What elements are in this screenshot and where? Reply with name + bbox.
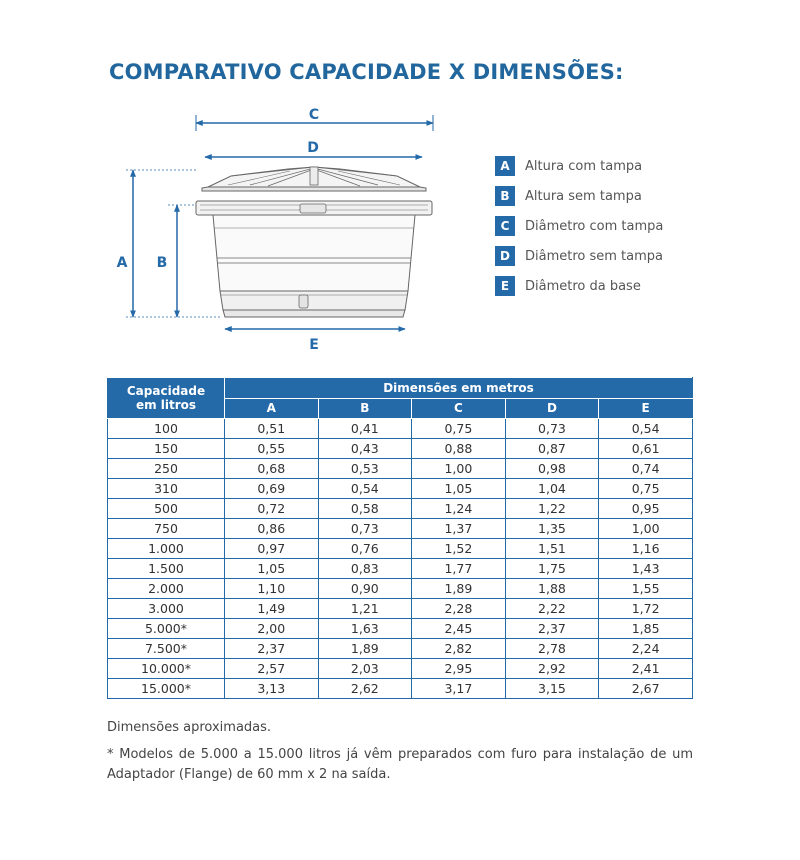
table-row — [108, 639, 693, 659]
capacity-cell: 3.000 — [108, 599, 225, 619]
dimension-cell-a: 0,72 — [225, 499, 319, 519]
legend-item-b — [495, 186, 663, 206]
dimension-cell-d: 2,92 — [505, 659, 599, 679]
dimension-cell-c: 3,17 — [412, 679, 506, 699]
dimension-cell-e: 0,61 — [599, 439, 693, 459]
capacity-cell: 100 — [108, 419, 225, 439]
dimension-cell-d: 2,37 — [505, 619, 599, 639]
legend-item-d — [495, 246, 663, 266]
dimension-cell-d: 1,04 — [505, 479, 599, 499]
dimension-cell-e: 1,72 — [599, 599, 693, 619]
dimension-cell-e: 1,55 — [599, 579, 693, 599]
dimension-cell-b: 0,73 — [318, 519, 412, 539]
dimension-cell-d: 0,73 — [505, 419, 599, 439]
dimension-cell-b: 0,54 — [318, 479, 412, 499]
dimension-cell-c: 1,77 — [412, 559, 506, 579]
column-header-c: C — [412, 398, 506, 419]
legend-text-e: Diâmetro da base — [525, 278, 641, 294]
dimension-cell-b: 2,62 — [318, 679, 412, 699]
table-row — [108, 579, 693, 599]
table-row — [108, 679, 693, 699]
dimension-cell-d: 2,78 — [505, 639, 599, 659]
dimension-cell-a: 0,86 — [225, 519, 319, 539]
table-row — [108, 539, 693, 559]
dimension-cell-b: 0,53 — [318, 459, 412, 479]
capacity-cell: 10.000* — [108, 659, 225, 679]
dimension-cell-e: 1,85 — [599, 619, 693, 639]
capacity-cell: 15.000* — [108, 679, 225, 699]
column-header-a: A — [225, 398, 319, 419]
dimension-cell-e: 2,67 — [599, 679, 693, 699]
dimension-e-label: E — [309, 337, 319, 353]
capacity-cell: 1.000 — [108, 539, 225, 559]
legend-badge-c: C — [495, 216, 515, 236]
dimension-cell-d: 1,35 — [505, 519, 599, 539]
dimension-cell-a: 2,00 — [225, 619, 319, 639]
dimension-cell-e: 1,16 — [599, 539, 693, 559]
dimension-cell-b: 0,83 — [318, 559, 412, 579]
legend-badge-a: A — [495, 156, 515, 176]
legend-item-a — [495, 156, 663, 176]
dimension-cell-d: 0,98 — [505, 459, 599, 479]
column-header-e: E — [599, 398, 693, 419]
dimension-cell-a: 1,49 — [225, 599, 319, 619]
capacity-cell: 310 — [108, 479, 225, 499]
legend-item-e — [495, 276, 663, 296]
capacity-cell: 2.000 — [108, 579, 225, 599]
capacity-cell: 7.500* — [108, 639, 225, 659]
table-row — [108, 439, 693, 459]
dimensions-group-header: Dimensões em metros — [225, 378, 693, 399]
dimension-cell-b: 0,90 — [318, 579, 412, 599]
dimension-cell-d: 0,87 — [505, 439, 599, 459]
dimension-cell-e: 0,75 — [599, 479, 693, 499]
table-row — [108, 619, 693, 639]
dimension-cell-d: 2,22 — [505, 599, 599, 619]
dimension-cell-c: 0,75 — [412, 419, 506, 439]
dimension-cell-b: 1,63 — [318, 619, 412, 639]
dimension-cell-a: 0,68 — [225, 459, 319, 479]
dimension-cell-c: 0,88 — [412, 439, 506, 459]
dimension-cell-b: 0,43 — [318, 439, 412, 459]
dimension-a — [117, 170, 220, 317]
dimension-cell-e: 2,24 — [599, 639, 693, 659]
table-row — [108, 479, 693, 499]
table-body — [108, 419, 693, 699]
capacity-header-line2: em litros — [135, 398, 197, 412]
legend-badge-d: D — [495, 246, 515, 266]
column-header-d: D — [505, 398, 599, 419]
legend-item-c — [495, 216, 663, 236]
dimension-cell-e: 1,43 — [599, 559, 693, 579]
dimension-cell-a: 0,51 — [225, 419, 319, 439]
dimension-b — [157, 205, 196, 317]
dimension-cell-a: 3,13 — [225, 679, 319, 699]
dimension-cell-e: 2,41 — [599, 659, 693, 679]
legend — [495, 156, 663, 306]
notes — [107, 720, 693, 785]
dimension-cell-e: 1,00 — [599, 519, 693, 539]
dimensions-table — [107, 377, 693, 699]
dimension-cell-c: 1,52 — [412, 539, 506, 559]
dimension-cell-d: 1,75 — [505, 559, 599, 579]
capacity-cell: 1.500 — [108, 559, 225, 579]
dimension-c — [196, 107, 433, 131]
table-row — [108, 559, 693, 579]
table-row — [108, 419, 693, 439]
capacity-cell: 250 — [108, 459, 225, 479]
approximate-note: Dimensões aproximadas. — [107, 720, 272, 735]
dimension-cell-a: 1,10 — [225, 579, 319, 599]
dimension-cell-a: 0,55 — [225, 439, 319, 459]
legend-text-c: Diâmetro com tampa — [525, 218, 664, 234]
dimension-cell-d: 1,88 — [505, 579, 599, 599]
dimension-b-label: B — [156, 255, 168, 271]
capacity-header — [108, 378, 225, 419]
capacity-cell: 5.000* — [108, 619, 225, 639]
dimension-cell-a: 1,05 — [225, 559, 319, 579]
legend-badge-b: B — [495, 186, 515, 206]
dimension-cell-c: 1,05 — [412, 479, 506, 499]
dimension-cell-d: 1,22 — [505, 499, 599, 519]
dimension-a-label: A — [116, 255, 128, 271]
dimension-cell-c: 2,28 — [412, 599, 506, 619]
dimension-cell-a: 2,57 — [225, 659, 319, 679]
legend-text-b: Altura sem tampa — [525, 188, 642, 204]
dimension-cell-d: 1,51 — [505, 539, 599, 559]
tank-diagram — [100, 95, 440, 360]
dimension-cell-b: 1,21 — [318, 599, 412, 619]
dimension-cell-e: 0,95 — [599, 499, 693, 519]
dimension-cell-b: 0,76 — [318, 539, 412, 559]
dimension-cell-a: 0,97 — [225, 539, 319, 559]
table-row — [108, 599, 693, 619]
dimension-c-label: C — [308, 107, 320, 123]
table-row — [108, 659, 693, 679]
table-row — [108, 459, 693, 479]
dimension-cell-a: 2,37 — [225, 639, 319, 659]
legend-badge-e: E — [495, 276, 515, 296]
page-title: COMPARATIVO CAPACIDADE X DIMENSÕES: — [109, 60, 624, 84]
table-row — [108, 519, 693, 539]
dimension-cell-b: 2,03 — [318, 659, 412, 679]
dimension-cell-b: 1,89 — [318, 639, 412, 659]
dimension-d-label: D — [307, 140, 319, 156]
dimension-cell-c: 2,82 — [412, 639, 506, 659]
dimension-cell-c: 1,24 — [412, 499, 506, 519]
capacity-header-line1: Capacidade — [126, 384, 206, 398]
dimension-cell-d: 3,15 — [505, 679, 599, 699]
dimension-cell-c: 1,37 — [412, 519, 506, 539]
dimension-cell-c: 2,95 — [412, 659, 506, 679]
capacity-cell: 150 — [108, 439, 225, 459]
dimension-cell-c: 1,00 — [412, 459, 506, 479]
table-row — [108, 499, 693, 519]
dimension-cell-b: 0,58 — [318, 499, 412, 519]
legend-text-a: Altura com tampa — [525, 158, 643, 174]
dimension-cell-b: 0,41 — [318, 419, 412, 439]
legend-text-d: Diâmetro sem tampa — [525, 248, 664, 264]
footnote: * Modelos de 5.000 a 15.000 litros já vêm preparados com furo para instalação de um Adaptador (Flange) de 60 mm x 2 na saída. — [107, 747, 693, 782]
dimension-e — [225, 329, 405, 353]
dimension-cell-a: 0,69 — [225, 479, 319, 499]
dimension-cell-e: 0,74 — [599, 459, 693, 479]
capacity-cell: 750 — [108, 519, 225, 539]
dimension-cell-e: 0,54 — [599, 419, 693, 439]
capacity-cell: 500 — [108, 499, 225, 519]
dimension-cell-c: 2,45 — [412, 619, 506, 639]
dimension-d — [205, 140, 422, 157]
column-header-b: B — [318, 398, 412, 419]
tank-illustration — [196, 167, 432, 317]
dimension-cell-c: 1,89 — [412, 579, 506, 599]
